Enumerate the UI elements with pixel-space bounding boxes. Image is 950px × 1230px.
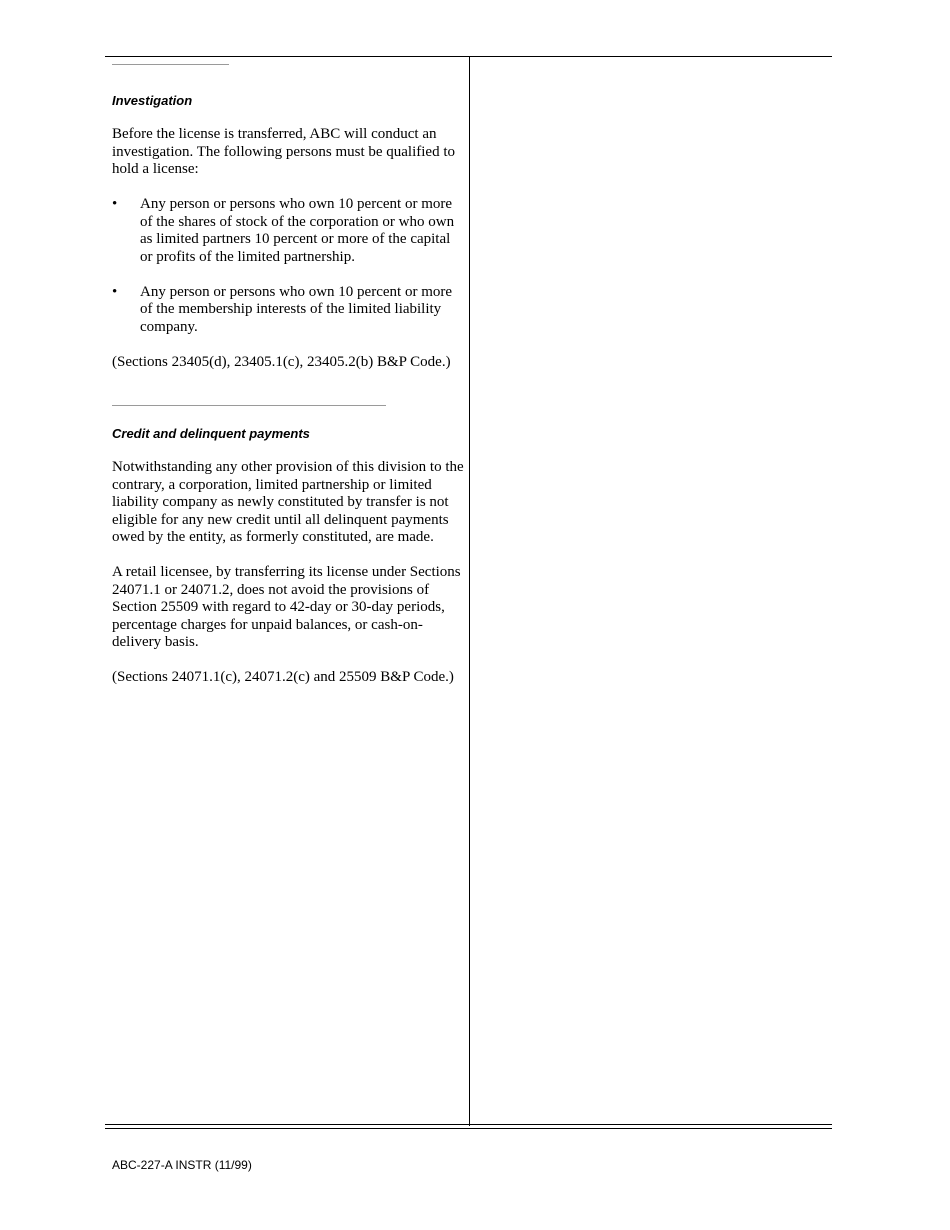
section-separator [112, 405, 386, 406]
section-heading-investigation: Investigation [112, 93, 193, 108]
list-item [112, 284, 464, 337]
credit-paragraph: A retail licensee, by transferring its license under Sections 24071.1 or 24071.2, does not avoid the provisions of Section 25509 with regard to 42-day or 30-day periods, percentage charges for unpaid balances, or cash-on-delivery basis. [112, 564, 461, 650]
bullet-icon: • [112, 196, 118, 212]
section-separator [112, 64, 229, 65]
bullet-icon: • [112, 283, 118, 300]
credit-paragraph: Notwithstanding any other provision of this division to the contrary, a corporation, limited partnership or limited liability company as newly constituted by transfer is not eligible for any new credit until all delinquent payments owed by the entity, as formerly constituted, are made. [112, 459, 464, 545]
investigation-citation: (Sections 23405(d), 23405.1(c), 23405.2(b) B&P Code.) [112, 353, 451, 370]
list-item-text: Any person or persons who own 10 percent or more of the membership interests of the limited liability company. [140, 283, 453, 335]
investigation-intro: Before the license is transferred, ABC will conduct an investigation. The following persons must be qualified to hold a license: [112, 126, 456, 177]
left-column [112, 64, 464, 687]
column-divider [469, 56, 470, 1126]
bottom-rule [105, 1124, 832, 1129]
list-item-text: Any person or persons who own 10 percent or more of the shares of stock of the corporation or who own as limited partners 10 percent or more of the capital or profits of the limited partnership. [140, 196, 455, 265]
list-item [112, 196, 464, 266]
form-id-footer: ABC-227-A INSTR (11/99) [112, 1158, 252, 1172]
qualified-persons-list [112, 196, 464, 336]
section-heading-credit: Credit and delinquent payments [112, 426, 310, 441]
credit-citation: (Sections 24071.1(c), 24071.2(c) and 25509 B&P Code.) [112, 669, 454, 685]
